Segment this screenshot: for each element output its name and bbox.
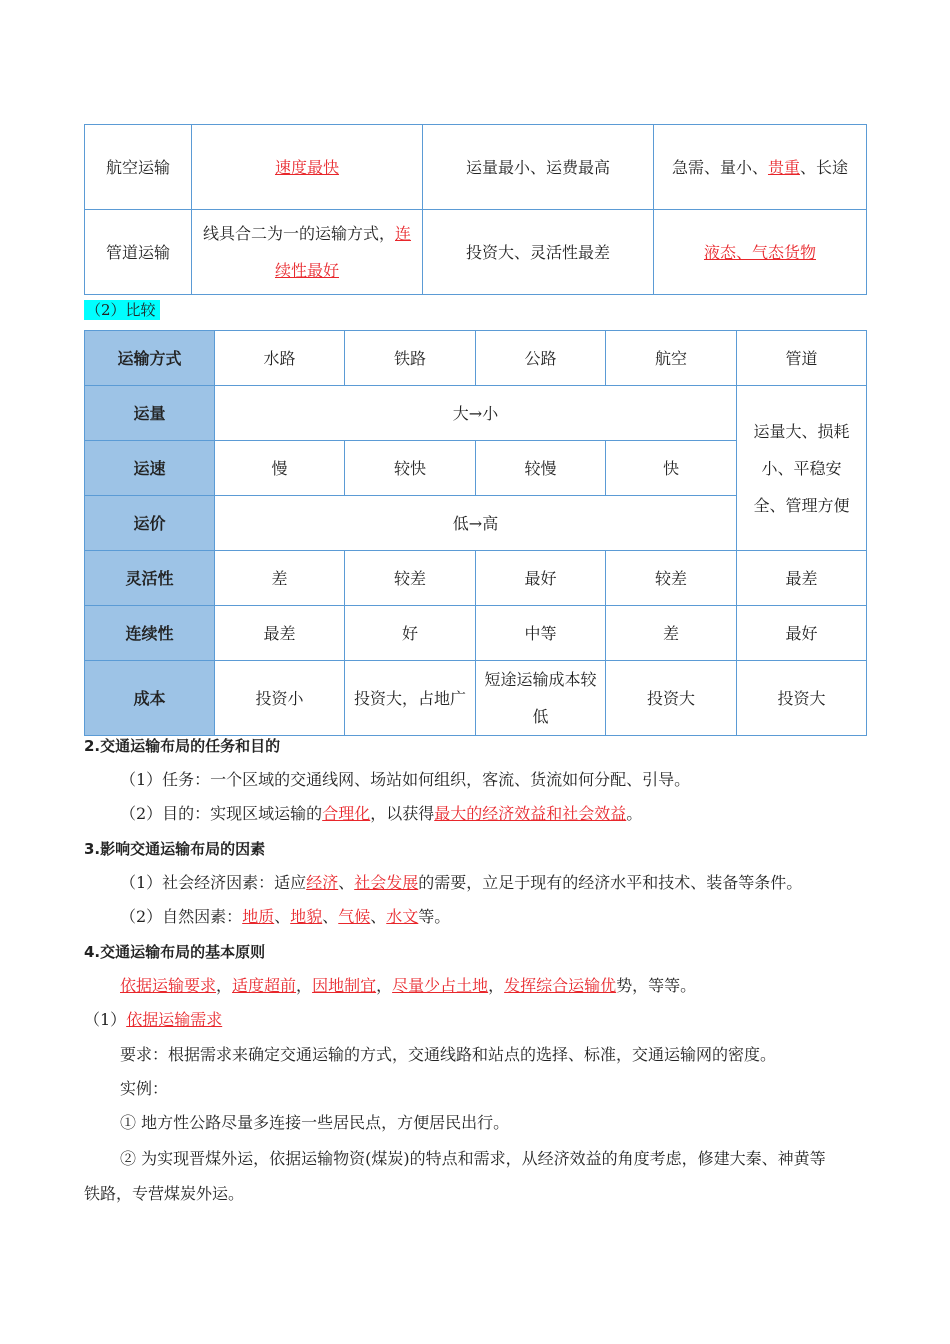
shortcoming-cell: 投资大、灵活性最差 <box>423 210 654 295</box>
flex-cell: 较差 <box>606 551 737 606</box>
header-cell: 运输方式 <box>85 331 215 386</box>
header-cell: 公路 <box>476 331 606 386</box>
cont-cell: 最差 <box>215 606 345 661</box>
feature-cell: 线具合二为一的运输方式，连续性最好 <box>192 210 423 295</box>
cont-cell: 差 <box>606 606 737 661</box>
table-row <box>85 125 867 210</box>
table-row <box>85 661 867 736</box>
cont-cell: 最好 <box>737 606 867 661</box>
suitable-cell: 液态、气态货物 <box>654 210 867 295</box>
price-value: 低→高 <box>215 496 737 551</box>
header-cell: 水路 <box>215 331 345 386</box>
cost-cell: 短途运输成本较低 <box>476 661 606 736</box>
compare-heading: （2）比较 <box>84 300 160 320</box>
speed-cell: 慢 <box>215 441 345 496</box>
table-row <box>85 606 867 661</box>
s4-example-2: ② 为实现晋煤外运，依据运输物资(煤炭)的特点和需求，从经济效益的角度考虑，修建大秦、神黄等 <box>120 1149 826 1168</box>
header-cell: 航空 <box>606 331 737 386</box>
comparison-table <box>84 330 867 736</box>
shortcoming-cell: 运量最小、运费最高 <box>423 125 654 210</box>
section-2-title: 2.交通运输布局的任务和目的 <box>84 737 281 755</box>
mode-cell: 管道运输 <box>85 210 192 295</box>
flex-cell: 最好 <box>476 551 606 606</box>
s3-social: （1）社会经济因素：适应经济、社会发展的需要，立足于现有的经济水平和技术、装备等条件。 <box>120 873 803 892</box>
s3-natural: （2）自然因素：地质、地貌、气候、水文等。 <box>120 907 451 926</box>
speed-cell: 快 <box>606 441 737 496</box>
cost-cell: 投资大 <box>737 661 867 736</box>
table-row <box>85 210 867 295</box>
row-label: 成本 <box>85 661 215 736</box>
s4-sub1-title: （1）依据运输需求 <box>84 1010 223 1029</box>
mode-cell: 航空运输 <box>85 125 192 210</box>
row-label: 连续性 <box>85 606 215 661</box>
cont-cell: 中等 <box>476 606 606 661</box>
transport-features-table <box>84 124 867 295</box>
row-label: 运速 <box>85 441 215 496</box>
s2-purpose: （2）目的：实现区域运输的合理化，以获得最大的经济效益和社会效益。 <box>120 804 643 823</box>
speed-cell: 较快 <box>345 441 476 496</box>
feature-cell: 速度最快 <box>192 125 423 210</box>
suitable-cell: 急需、量小、贵重、长途 <box>654 125 867 210</box>
s4-example-label: 实例： <box>120 1079 169 1098</box>
table-row <box>85 331 867 386</box>
s4-example-2-cont: 铁路，专营煤炭外运。 <box>84 1184 245 1203</box>
header-cell: 铁路 <box>345 331 476 386</box>
cost-cell: 投资小 <box>215 661 345 736</box>
cont-cell: 好 <box>345 606 476 661</box>
s4-example-1: ① 地方性公路尽量多连接一些居民点，方便居民出行。 <box>120 1113 510 1132</box>
section-4-title: 4.交通运输布局的基本原则 <box>84 943 266 961</box>
section-3-title: 3.影响交通运输布局的因素 <box>84 840 266 858</box>
row-label: 运量 <box>85 386 215 441</box>
table-row <box>85 386 867 441</box>
flex-cell: 差 <box>215 551 345 606</box>
cost-cell: 投资大 <box>606 661 737 736</box>
table-row <box>85 551 867 606</box>
header-cell: 管道 <box>737 331 867 386</box>
row-label: 灵活性 <box>85 551 215 606</box>
flex-cell: 较差 <box>345 551 476 606</box>
speed-cell: 较慢 <box>476 441 606 496</box>
s4-principles: 依据运输要求，适度超前，因地制宜，尽量少占土地，发挥综合运输优势，等等。 <box>120 976 697 995</box>
flex-cell: 最差 <box>737 551 867 606</box>
pipeline-merged-cell: 运量大、损耗小、平稳安全、管理方便 <box>737 386 867 551</box>
cost-cell: 投资大，占地广 <box>345 661 476 736</box>
row-label: 运价 <box>85 496 215 551</box>
volume-value: 大→小 <box>215 386 737 441</box>
s4-requirement: 要求：根据需求来确定交通运输的方式，交通线路和站点的选择、标准，交通运输网的密度。 <box>120 1045 777 1064</box>
s2-task: （1）任务：一个区域的交通线网、场站如何组织，客流、货流如何分配、引导。 <box>120 770 691 789</box>
